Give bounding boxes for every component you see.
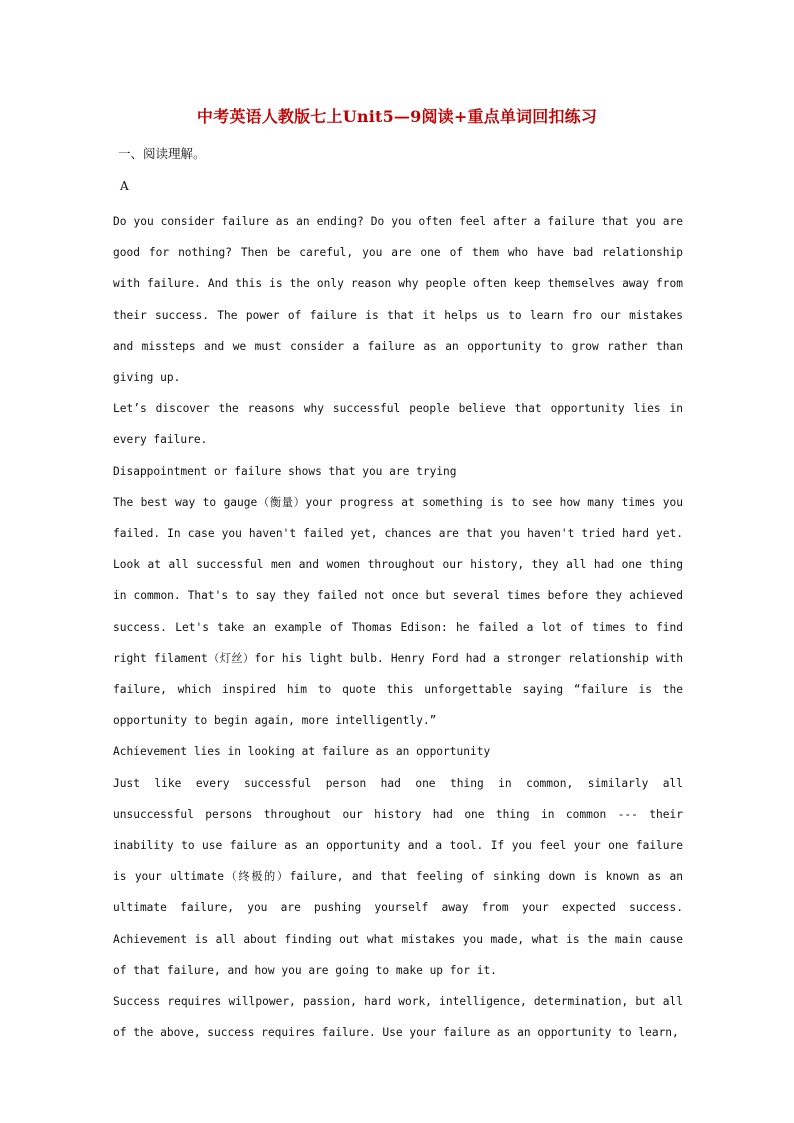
document-title: 中考英语人教版七上Unit5—9阅读+重点单词回扣练习	[196, 107, 598, 126]
passage-label: A	[120, 179, 129, 193]
subheading-disappointment: Disappointment or failure shows that you are trying	[113, 464, 457, 478]
section-heading: 一、阅读理解。	[118, 146, 206, 161]
subheading-achievement: Achievement lies in looking at failure as an opportunity	[113, 745, 491, 759]
paragraph-success: Success requires willpower, passion, hard work, intelligence, determination, but all of the above, success requires failure. Use your failure as an opportunity to learn,	[113, 995, 683, 1040]
paragraph-unsuccessful: Just like every successful person had one thing in common, similarly all unsuccessful persons throughout our history had one thing in common --- their inability to use failure as an opportunity and a tool. If you feel your one failure is your ultimate（终极的）failure, and that feeling of sinking down is known as an ultimate failure, you are pushing yourself away from your expected success. Achievement is all about finding out what mistakes you made, what is the main cause of that failure, and how you are going to make up for it.	[113, 776, 683, 977]
paragraph-gauge: The best way to gauge（衡量）your progress at something is to see how many times you failed. In case you haven't failed yet, chances are that you haven't tried hard yet. Look at all successful men and women throughout our history, they all had one thing in common. That's to say they failed not once but several times before they achieved success. Let's take an example of Thomas Edison: he failed a lot of times to find right filament（灯丝）for his light bulb. Henry Ford had a stronger relationship with failure, which inspired him to quote this unforgettable saying “failure is the opportunity to begin again, more intelligently.”	[113, 495, 683, 728]
paragraph-intro: Do you consider failure as an ending? Do you often feel after a failure that you are good for nothing? Then be careful, you are one of them who have bad relationship with failure. And this is the only reason why people often keep themselves away from their success. The power of failure is that it helps us to learn fro our mistakes and missteps and we must consider a failure as an opportunity to grow rather than giving up.	[113, 215, 683, 385]
passage-body	[113, 206, 683, 1048]
paragraph-discover: Let’s discover the reasons why successful people believe that opportunity lies in every failure.	[113, 402, 683, 447]
